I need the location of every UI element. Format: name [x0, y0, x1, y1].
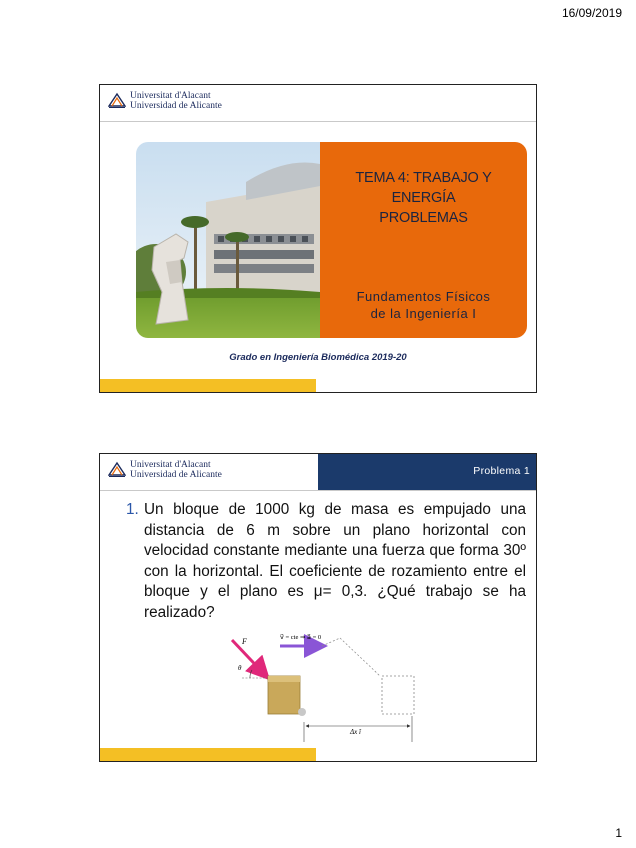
page-number: 1 [615, 826, 622, 840]
topic-title [326, 168, 521, 228]
topic-title-line-3: PROBLEMAS [379, 210, 468, 226]
university-emblem-icon [108, 91, 126, 109]
force-label: F⃗ [242, 637, 254, 646]
course-name-line-2: de la Ingeniería I [370, 306, 477, 321]
course-name [326, 288, 521, 322]
course-name-line-1: Fundamentos Físicos [356, 289, 491, 304]
problem-number: 1. [126, 501, 139, 518]
topic-title-line-2: ENERGÍA [391, 190, 456, 206]
problem-text: Un bloque de 1000 kg de masa es empujado una distancia de 6 m sobre un plano horizontal con velocidad constante mediante una fuerza que forma 30º con la horizontal. El coeficiente de rozamiento entre el bloque y el plano es μ= 0,3. ¿Qué trabajo se ha realizado? [144, 501, 526, 621]
final-position-block [382, 676, 414, 714]
university-name-valencian: Universitat d'Alacant [130, 460, 211, 470]
university-logo [108, 460, 222, 480]
footer-accent-bar [100, 748, 316, 761]
problem-tab: Problema 1 [318, 454, 536, 490]
cover-title-panel [320, 142, 527, 338]
displacement-label: Δx î [350, 728, 361, 736]
force-diagram [222, 630, 428, 742]
university-name-spanish: Universidad de Alicante [130, 101, 222, 111]
university-emblem-icon [108, 460, 126, 478]
topic-title-line-1: TEMA 4: TRABAJO Y [355, 170, 492, 186]
university-logo [108, 91, 222, 111]
page-date: 16/09/2019 [561, 6, 622, 20]
header-rule [100, 490, 536, 491]
university-name-spanish: Universidad de Alicante [130, 470, 222, 480]
header-rule [100, 121, 536, 122]
angle-label: θ [238, 664, 242, 672]
university-name-valencian: Universitat d'Alacant [130, 91, 211, 101]
velocity-label: v⃗ = cte ⇒ a⃗ = 0 [280, 634, 322, 641]
degree-label: Grado en Ingeniería Biomédica 2019-20 [229, 352, 407, 363]
problem-statement [126, 500, 526, 623]
footer-accent-bar [100, 379, 316, 392]
slide-cover [99, 84, 537, 393]
slide-problem-1 [99, 453, 537, 762]
campus-photo [136, 142, 320, 338]
